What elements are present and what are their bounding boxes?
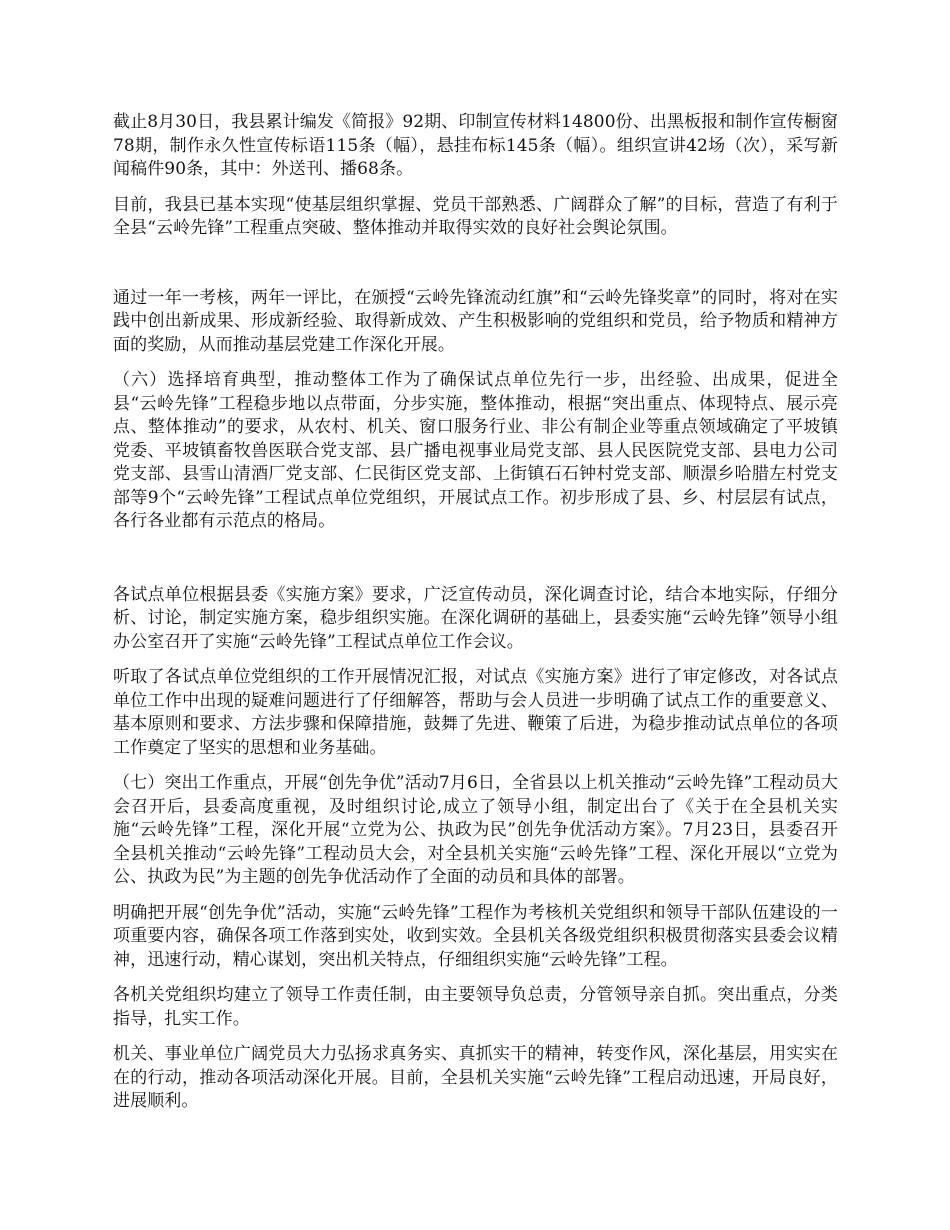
paragraph-pilot-units: 各试点单位根据县委《实施方案》要求，广泛宣传动员，深化调查讨论，结合本地实际，仔细分析、讨论，制定实施方案，稳步组织实施。在深化调研的基础上，县委实施“云岭先锋”领导小组办公室召开了实施“云岭先锋”工程试点单位工作会议。	[113, 584, 838, 652]
paragraph-progress: 机关、事业单位广阔党员大力弘扬求真务实、真抓实干的精神，转变作风，深化基层，用实实在在的行动，推动各项活动深化开展。目前，全县机关实施“云岭先锋”工程启动迅速，开局良好，进展顺利。	[113, 1044, 838, 1111]
paragraph-responsibility: 各机关党组织均建立了领导工作责任制，由主要领导负总责，分管领导亲自抓。突出重点，分类指导，扎实工作。	[113, 985, 838, 1029]
paragraph-propaganda-stats: 截止8月30日，我县累计编发《简报》92期、印制宣传材料14800份、出黑板报和制作宣传橱窗78期，制作永久性宣传标语115条（幅），悬挂布标145条（幅）。组织宣讲42场（次），采写新闻稿件90条，其中：外送刊、播68条。	[113, 112, 838, 179]
paragraph-assessment-content: 明确把开展“创先争优”活动，实施“云岭先锋”工程作为考核机关党组织和领导干部队伍建设的一项重要内容，确保各项工作落到实处，收到实效。全县机关各级党组织积极贯彻落实县委会议精神，迅速行动，精心谋划，突出机关特点，仔细组织实施“云岭先锋”工程。	[113, 902, 838, 970]
paragraph-section-six: （六）选择培育典型，推动整体工作为了确保试点单位先行一步，出经验、出成果，促进全县“云岭先锋”工程稳步地以点带面，分步实施，整体推动，根据“突出重点、体现特点、展示亮点、整体推动”的要求，从农村、机关、窗口服务行业、非公有制企业等重点领域确定了平坡镇党委、平坡镇畜牧兽医联合党支部、县广播电视事业局党支部、县人民医院党支部、县电力公司党支部、县雪山清酒厂党支部、仁民街区党支部、上街镇石石钟村党支部、顺澋乡哈腊左村党支部等9个“云岭先锋”工程试点单位党组织，开展试点工作。初步形成了县、乡、村层层有试点，各行各业都有示范点的格局。	[113, 370, 838, 531]
paragraph-pilot-review: 听取了各试点单位党组织的工作开展情况汇报，对试点《实施方案》进行了审定修改，对各试点单位工作中出现的疑难问题进行了仔细解答，帮助与会人员进一步明确了试点工作的重要意义、基本原则和要求、方法步骤和保障措施，鼓舞了先进、鞭策了后进，为稳步推动试点单位的各项工作奠定了坚实的思想和业务基础。	[113, 667, 838, 758]
paragraph-section-seven: （七）突出工作重点，开展“创先争优”活动7月6日，全省县以上机关推动“云岭先锋”工程动员大会召开后，县委高度重视，及时组织讨论,成立了领导小组，制定出台了《关于在全县机关实施“云岭先锋”工程，深化开展“立党为公、执政为民”创先争优活动方案》。7月23日，县委召开全县机关推动“云岭先锋”工程动员大会，对全县机关实施“云岭先锋”工程、深化开展以“立党为公、执政为民”为主题的创先争优活动作了全面的动员和具体的部署。	[113, 773, 838, 887]
paragraph-goal-achieved: 目前，我县已基本实现“使基层组织掌握、党员干部熟悉、广阔群众了解”的目标，营造了有利于全县“云岭先锋”工程重点突破、整体推动并取得实效的良好社会舆论氛围。	[113, 194, 838, 238]
section-spacer	[113, 253, 838, 287]
section-spacer	[113, 546, 838, 584]
document-body	[113, 111, 838, 1126]
paragraph-assessment-rewards: 通过一年一考核，两年一评比，在颁授“云岭先锋流动红旗”和“云岭先锋奖章”的同时，将对在实践中创出新成果、形成新经验、取得新成效、产生积极影响的党组织和党员，给予物质和精神方面的奖励，从而推动基层党建工作深化开展。	[113, 287, 838, 355]
